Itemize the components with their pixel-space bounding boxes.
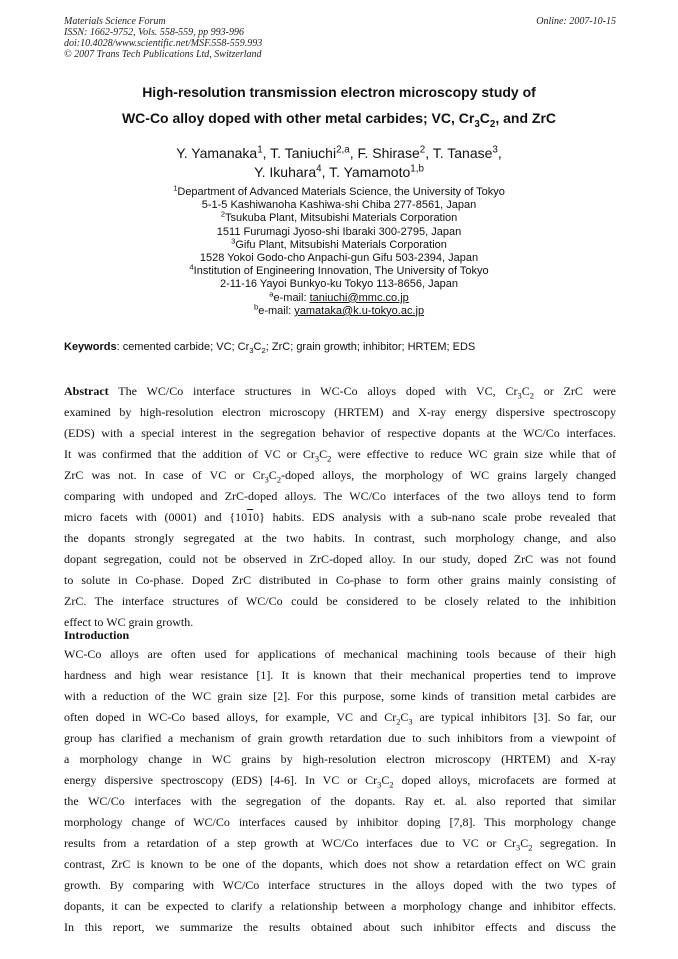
email-a: $^a$e-mail: taniuchi@mmc.co.jp [269,288,409,304]
intro-line: results from a retardation of a step growth at WC/Co interfaces due to VC or $Cr_3C_2$ segregation. In [64,836,616,853]
email-a-link[interactable]: taniuchi@mmc.co.jp [309,291,409,304]
author-list-line-2: Y. Ikuhara$^4$, T. Yamamoto$^{1,b}$ [254,163,424,180]
affiliation-2: $^2$Tsukuba Plant, Mitsubishi Materials Corporation [220,209,458,225]
intro-line: hardness and high wear resistance [1]. It is known that their mechanical properties tend to improve [64,668,616,682]
email-b-link[interactable]: yamataka@k.u-tokyo.ac.jp [294,304,425,317]
intro-line: group has clarified a mechanism of grain growth retardation due to such inhibitors from a viewpoint of [64,731,616,745]
intro-line: WC-Co alloys are often used for applications of mechanical machining tools because of their high [64,647,616,661]
affiliations [0,183,678,318]
intro-line: dopants, it can be expected to clarify a relationship between a morphology change and inhibitor effects. [64,899,616,913]
online-date: Online: 2007-10-15 [536,16,616,27]
intro-line: a morphology change in WC grains by high-resolution electron microscopy (HRTEM) and X-ray [64,752,616,766]
keywords: Keywords: cemented carbide; VC; $Cr_3C_2$; ZrC; grain growth; inhibitor; HRTEM; EDS [64,341,476,356]
abstract-line: (EDS) with a special interest in the segregation behavior of respective dopants at the WC/Co interfaces. [64,426,616,440]
affiliation-4: $^4$Institution of Engineering Innovation, The University of Tokyo [189,262,489,278]
paper-title-line-1: High-resolution transmission electron microscopy study of [142,84,536,100]
introduction-heading: Introduction [64,628,130,642]
abstract-line: to solute in Co-phase. Doped ZrC distributed in Co-phase to form other grains mainly consisting of [64,573,616,587]
abstract-line: micro facets with (0001) and {1010} habits. EDS analysis with a sub-nano scale probe revealed that [64,510,616,524]
affiliation-1-address: 5-1-5 Kashiwanoha Kashiwa-shi Chiba 277-8561, Japan [201,199,477,212]
intro-line: growth. By comparing with WC/Co interface structures in the alloys doped with the two types of [64,878,616,892]
affiliation-1: $^1$Department of Advanced Materials Science, the University of Tokyo [173,183,505,198]
email-b: $^b$e-mail: yamataka@k.u-tokyo.ac.jp [253,302,425,317]
abstract-line: effect to WC grain growth. [64,615,194,629]
abstract-line: examined by high-resolution electron microscopy (HRTEM) and X-ray energy dispersive spectroscopy [64,405,616,419]
paper-title-line-2: WC-Co alloy doped with other metal carbides; VC, $Cr_3C_2$, and ZrC [121,110,557,130]
abstract-line: dopant segregation, could not be observed in ZrC-doped alloy. In our study, doped ZrC was not found [64,552,616,566]
intro-line: often doped in WC-Co based alloys, for example, VC and $Cr_2C_3$ are typical inhibitors [3]. So far, our [64,710,616,727]
intro-line: the WC/Co interfaces with the segregation of the dopants. Ray et. al. also reported that similar [64,794,616,808]
affiliation-2-address: 1511 Furumagi Jyoso-shi Ibaraki 300-2795, Japan [216,225,462,238]
affiliation-4-address: 2-11-16 Yayoi Bunkyo-ku Tokyo 113-8656, Japan [219,278,459,291]
abstract-line: ZrC. The interface structures of WC/Co could be considered to be closely related to the inhibition [64,594,616,608]
affiliation-3-address: 1528 Yokoi Godo-cho Anpachi-gun Gifu 503-2394, Japan [199,252,479,265]
intro-line: contrast, ZrC is known to be one of the dopants, which does not show a retardation effect on WC grain [64,857,616,871]
journal-header [64,16,616,60]
journal-name: Materials Science Forum [64,16,166,27]
abstract-line: the dopants strongly segregated at the two habits. In contrast, such morphology change, and also [64,531,616,545]
journal-doi: doi:10.4028/www.scientific.net/MSF.558-559.993 [64,38,263,49]
abstract [64,381,616,633]
abstract-line: It was confirmed that the addition of VC or $Cr_3C_2$ were effective to reduce WC grain size while that of [64,447,616,464]
abstract-heading: Abstract [64,384,109,398]
affiliation-3: $^3$Gifu Plant, Mitsubishi Materials Corporation [231,236,447,251]
abstract-line: ZrC was not. In case of VC or $Cr_3C_2$-doped alloys, the morphology of WC grains largely changed [64,468,616,485]
intro-line: with a reduction of the WC grain size [2]. For this purpose, some kinds of transition metal carbides are [64,689,616,703]
journal-copyright: © 2007 Trans Tech Publications Ltd, Switzerland [64,49,262,60]
abstract-line: comparing with undoped and ZrC-doped alloys. The WC/Co interfaces of the two alloys tend to form [64,489,616,503]
journal-issn: ISSN: 1662-9752, Vols. 558-559, pp 993-996 [64,27,244,38]
abstract-line: Abstract The WC/Co interface structures in WC-Co alloys doped with VC, $Cr_3C_2$ or ZrC were [64,384,616,401]
author-list-line-1: Y. Yamanaka$^1$, T. Taniuchi$^{2,a}$, F. Shirase$^2$, T. Tanase$^3$, [176,144,502,161]
intro-line: energy dispersive spectroscopy (EDS) [4-6]. In VC or $Cr_3C_2$ doped alloys, microfacets are formed at [64,773,616,790]
introduction-body [64,644,616,938]
intro-line: In this report, we summarize the results obtained about such inhibitor effects and discuss the [64,920,616,934]
intro-line: morphology change of WC/Co interfaces caused by inhibitor doping [7,8]. This morphology change [64,815,616,829]
